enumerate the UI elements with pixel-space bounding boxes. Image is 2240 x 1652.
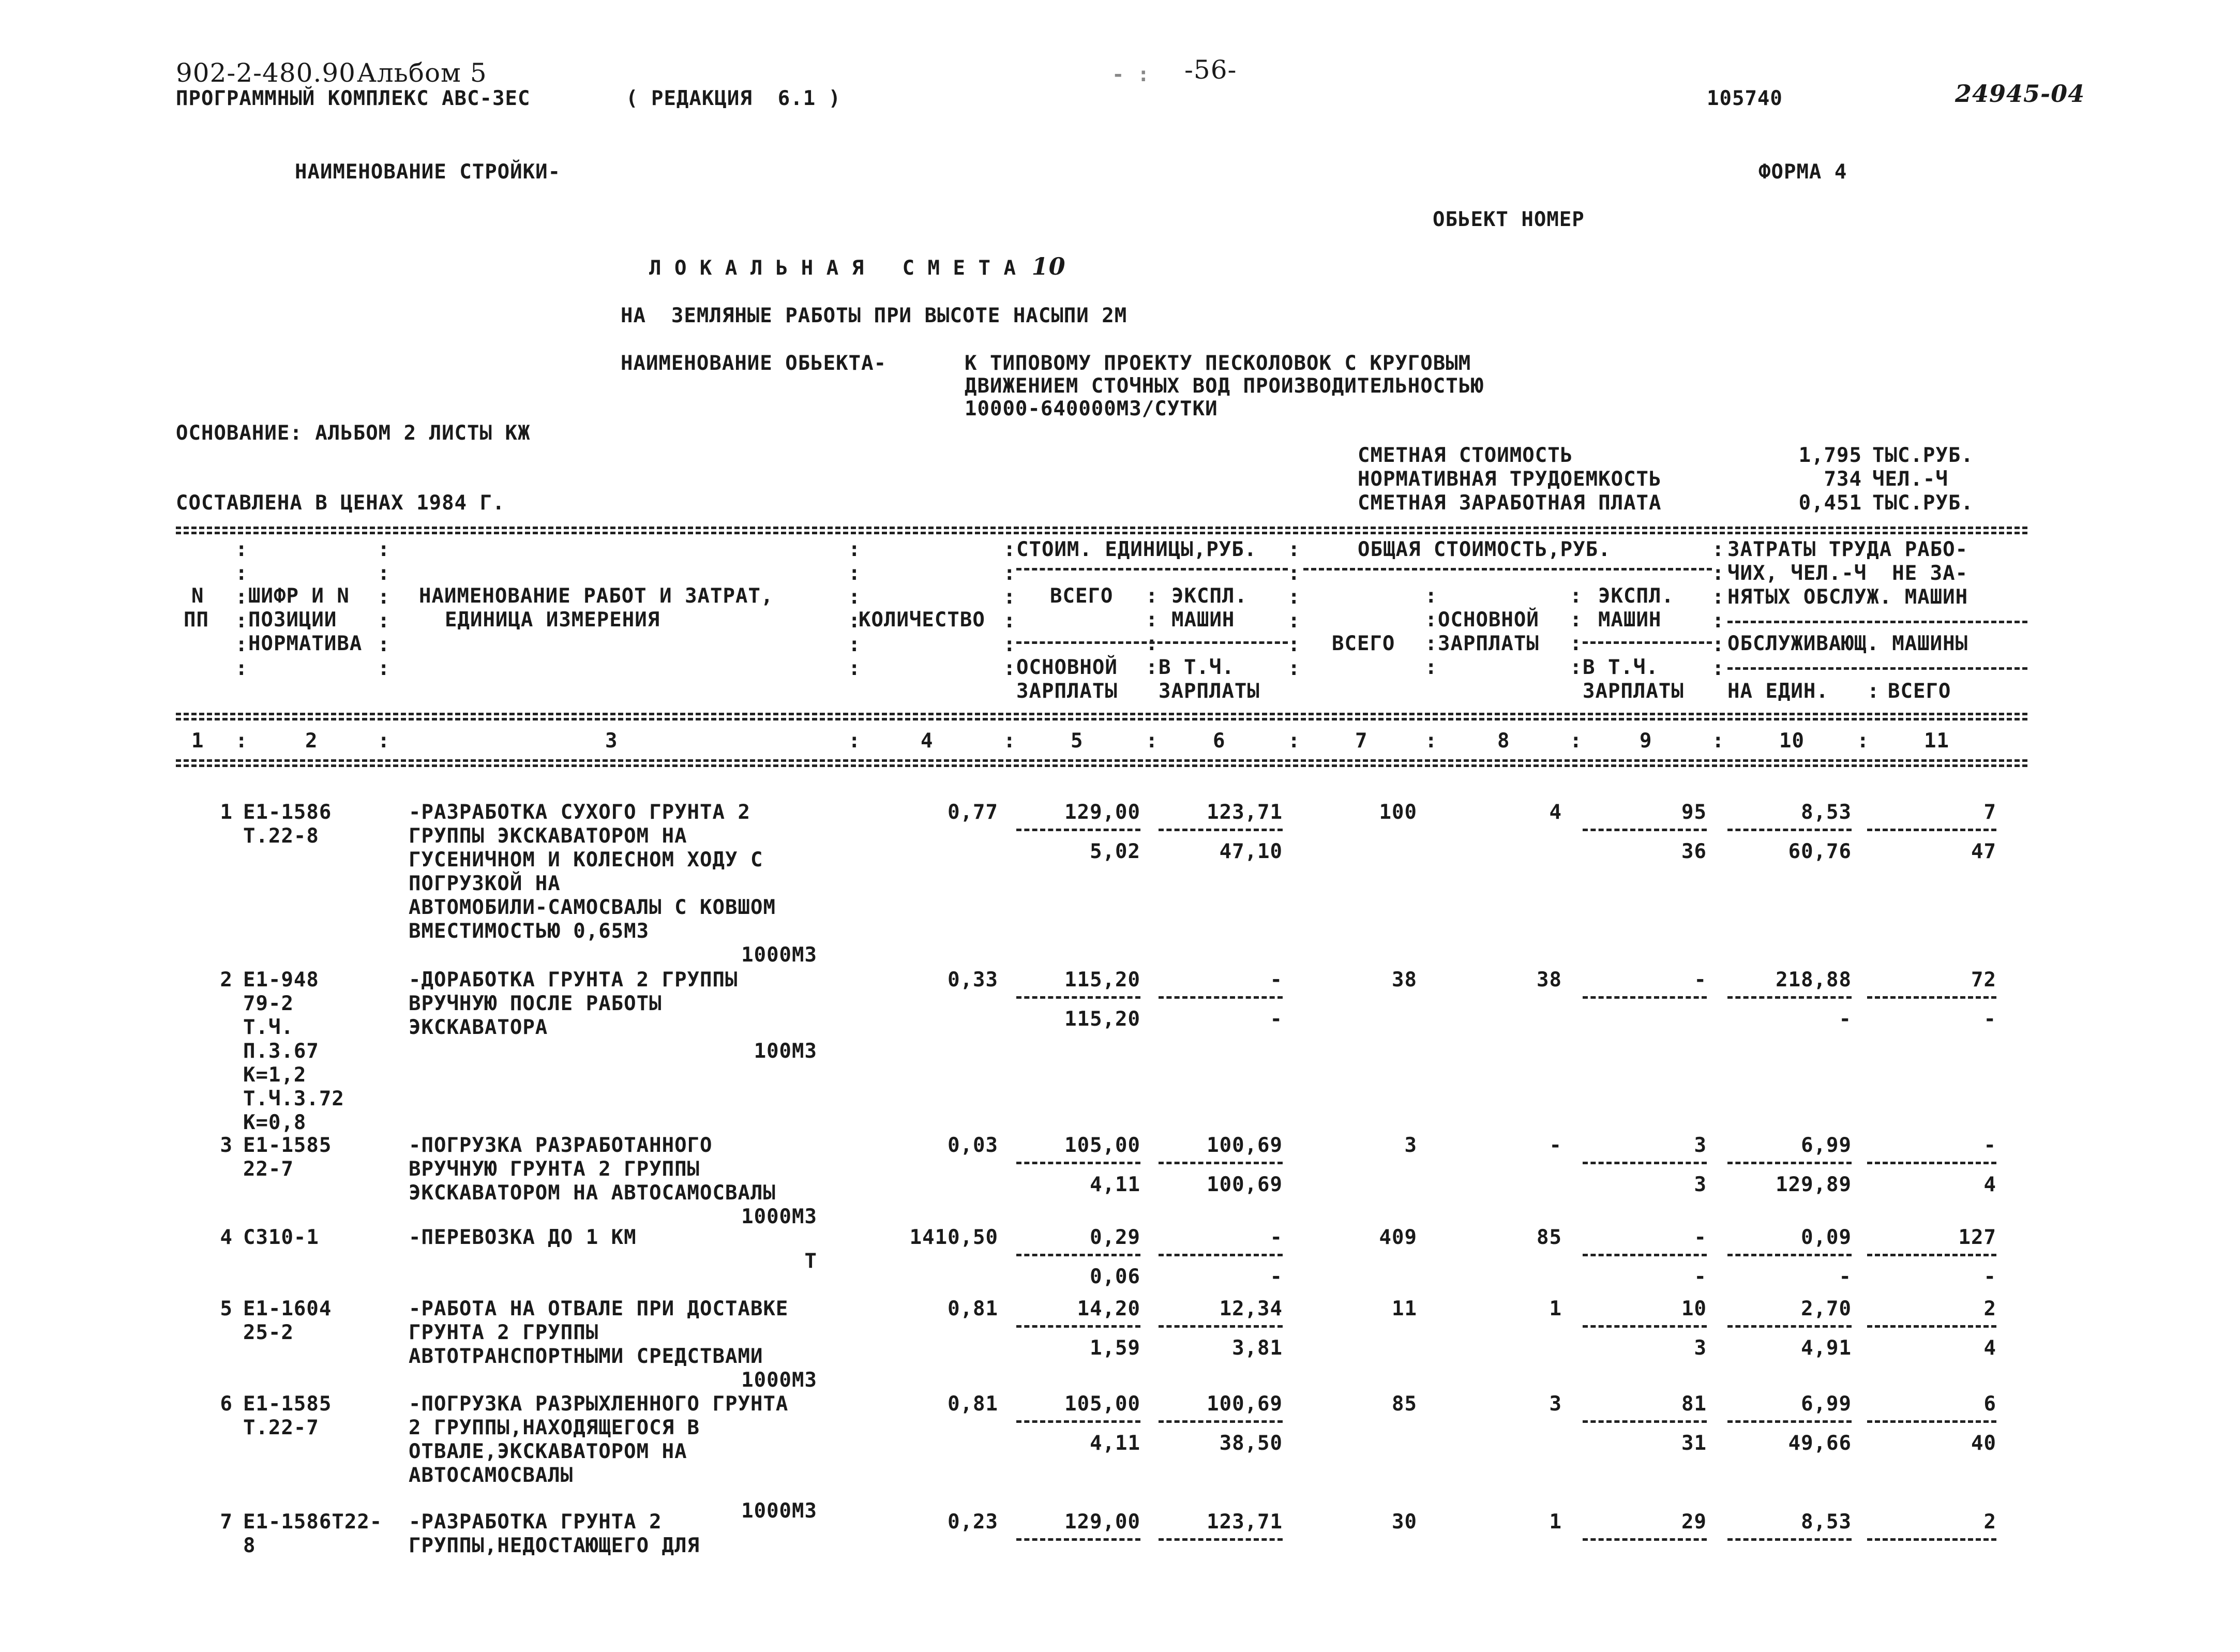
page-mark: - :	[1112, 63, 1150, 86]
row-unit: 100М3	[754, 1040, 817, 1063]
row-unit-cost-total: 14,20	[1077, 1297, 1140, 1320]
colnum-3: 3	[605, 729, 618, 753]
colnum-8: 8	[1497, 729, 1510, 753]
row-sub-rule	[1016, 1325, 1140, 1328]
row-total-base-wage: 1	[1549, 1510, 1562, 1534]
row-labor-total: 2	[1983, 1510, 1996, 1534]
row-sub-rule	[1159, 1420, 1283, 1423]
row-work-name: АВТОМОБИЛИ-САМОСВАЛЫ С КОВШОМ	[409, 896, 776, 919]
row-work-name: ВРУЧНУЮ ПОСЛЕ РАБОТЫ	[409, 992, 662, 1015]
row-code: С310-1	[243, 1226, 319, 1249]
row-sub-rule	[1867, 1254, 1996, 1256]
row-sub-rule	[1159, 829, 1283, 831]
row-number: 1	[220, 801, 233, 824]
sep-col-2: : : : : : :	[378, 538, 390, 680]
edition: ( РЕДАКЦИЯ 6.1 )	[626, 87, 841, 110]
row-unit-mach-wage: -	[1270, 1265, 1283, 1288]
sep-col-4: : : : : : :	[1003, 538, 1016, 680]
row-code: Т.Ч.3.72	[243, 1087, 344, 1110]
row-total-mach: -	[1694, 1226, 1707, 1249]
smeta-title-text: Л О К А Л Ь Н А Я С М Е Т А	[649, 257, 1016, 280]
row-labor-unit: 6,99	[1801, 1134, 1852, 1157]
hdr-qty: КОЛИЧЕСТВО	[859, 608, 985, 632]
row-sub-rule	[1867, 1162, 1996, 1164]
smeta-title	[649, 254, 1066, 280]
summary-unit-2: ЧЕЛ.-Ч	[1872, 468, 1948, 491]
row-number: 2	[220, 968, 233, 992]
row-code: П.3.67	[243, 1040, 319, 1063]
row-quantity: 0,03	[948, 1134, 998, 1157]
row-labor-unit: 8,53	[1801, 801, 1852, 824]
row-work-name: -ПОГРУЗКА РАЗРАБОТАННОГО	[409, 1134, 713, 1157]
hdr-unit-incl-2: ЗАРПЛАТЫ	[1159, 680, 1260, 703]
row-unit-base-wage: 0,06	[1090, 1265, 1140, 1288]
hdr-unit-base-2: ЗАРПЛАТЫ	[1016, 680, 1118, 703]
hdr-unit-rule-2	[1016, 641, 1288, 644]
row-total-base-wage: 85	[1537, 1226, 1562, 1249]
hdr-total-group: ОБЩАЯ СТОИМОСТЬ,РУБ.	[1358, 538, 1611, 561]
row-unit: 1000М3	[741, 943, 817, 967]
doc-code: 902-2-480.90	[176, 58, 356, 88]
row-sub-rule	[1016, 829, 1140, 831]
row-work-name: ОТВАЛЕ,ЭКСКАВАТОРОМ НА	[409, 1440, 687, 1463]
hdr-total-incl-2: ЗАРПЛАТЫ	[1583, 680, 1684, 703]
row-sub-rule	[1867, 1538, 1996, 1541]
hdr-unit-mach-1: ЭКСПЛ.	[1171, 584, 1247, 608]
row-code: К=0,8	[243, 1111, 307, 1134]
colnum-2: 2	[305, 729, 318, 753]
row-quantity: 0,33	[948, 968, 998, 992]
summary-unit-3: ТЫС.РУБ.	[1872, 491, 1974, 515]
row-labor-total: 72	[1971, 968, 1996, 992]
row-labor-mach-total: 47	[1971, 840, 1996, 863]
object-number-label: ОБЬЕКТ НОМЕР	[1433, 208, 1585, 231]
row-total-mach: 10	[1681, 1297, 1707, 1320]
row-quantity: 0,81	[948, 1297, 998, 1320]
table-top-rule-2	[176, 532, 2027, 534]
row-work-name: -РАЗРАБОТКА СУХОГО ГРУНТА 2	[409, 801, 750, 824]
colnum-sep: :	[1288, 729, 1301, 753]
sep-col-9: : : : : : :	[1712, 538, 1724, 680]
row-sub-rule	[1867, 1325, 1996, 1328]
row-labor-unit: 0,09	[1801, 1226, 1852, 1249]
summary-label-2: НОРМАТИВНАЯ ТРУДОЕМКОСТЬ	[1358, 468, 1662, 491]
row-unit-base-wage: 5,02	[1090, 840, 1140, 863]
row-work-name: -РАЗРАБОТКА ГРУНТА 2	[409, 1510, 662, 1534]
row-code: Е1-1585	[243, 1134, 332, 1157]
row-total-base-wage: 1	[1549, 1297, 1562, 1320]
hdr-unit-rule	[1016, 568, 1288, 570]
row-code: 8	[243, 1534, 256, 1557]
row-sub-rule	[1867, 1420, 1996, 1423]
header-bottom-rule-2	[176, 718, 2027, 720]
row-code: Е1-1586	[243, 801, 332, 824]
row-total-cost: 85	[1392, 1392, 1417, 1416]
hdr-shifr-2: ПОЗИЦИИ	[248, 608, 337, 632]
row-sub-rule	[1727, 1325, 1852, 1328]
row-number: 7	[220, 1510, 233, 1534]
hdr-total-base-1: ОСНОВНОЙ	[1438, 608, 1539, 632]
row-quantity: 0,77	[948, 801, 998, 824]
row-work-name: АВТОТРАНСПОРТНЫМИ СРЕДСТВАМИ	[409, 1345, 763, 1368]
row-labor-mach-unit: 129,89	[1776, 1173, 1852, 1196]
row-total-cost: 11	[1392, 1297, 1417, 1320]
row-sub-rule	[1727, 1420, 1852, 1423]
forma-label: ФОРМА 4	[1758, 160, 1847, 184]
row-sub-rule	[1727, 1254, 1852, 1256]
row-sub-rule	[1727, 1538, 1852, 1541]
row-labor-total: -	[1983, 1134, 1996, 1157]
hdr-labor-3: НЯТЫХ ОБСЛУЖ. МАШИН	[1727, 585, 1968, 609]
colnum-sep: :	[1425, 729, 1438, 753]
row-code: 25-2	[243, 1321, 294, 1344]
hdr-total-mach-rule	[1583, 641, 1712, 644]
object-label: НАИМЕНОВАНИЕ ОБЬЕКТА-	[621, 352, 887, 375]
row-sub-rule	[1159, 1325, 1283, 1328]
row-sub-rule	[1159, 1538, 1283, 1541]
row-labor-mach-total: 4	[1983, 1173, 1996, 1196]
row-work-name: ВМЕСТИМОСТЬЮ 0,65М3	[409, 920, 650, 943]
row-work-name: ГРУППЫ ЭКСКАВАТОРОМ НА	[409, 824, 687, 848]
row-work-name: -РАБОТА НА ОТВАЛЕ ПРИ ДОСТАВКЕ	[409, 1297, 789, 1320]
row-total-cost: 30	[1392, 1510, 1417, 1534]
hdr-total-base-2: ЗАРПЛАТЫ	[1438, 632, 1539, 655]
row-labor-total: 7	[1983, 801, 1996, 824]
row-unit-cost-mach: 12,34	[1219, 1297, 1283, 1320]
row-code: Е1-948	[243, 968, 319, 992]
hdr-unit-base-1: ОСНОВНОЙ	[1016, 656, 1118, 679]
colnum-11: 11	[1924, 729, 1949, 753]
row-number: 3	[220, 1134, 233, 1157]
hdr-labor-total: ВСЕГО	[1888, 680, 1951, 703]
hdr-n-2: ПП	[184, 608, 209, 632]
row-unit-mach-wage: 3,81	[1232, 1336, 1283, 1360]
row-total-cost: 38	[1392, 968, 1417, 992]
summary-label-1: СМЕТНАЯ СТОИМОСТЬ	[1358, 444, 1573, 467]
hdr-labor-2: ЧИХ, ЧЕЛ.-Ч НЕ ЗА-	[1727, 562, 1968, 585]
hdr-shifr-3: НОРМАТИВА	[248, 632, 363, 655]
row-sub-rule	[1727, 996, 1852, 999]
row-unit: Т	[804, 1250, 817, 1273]
row-labor-mach-total: 4	[1983, 1336, 1996, 1360]
sep-col-7: : : : :	[1425, 584, 1437, 679]
sep-col-1: : : : : : :	[235, 538, 248, 680]
colnum-sep: :	[1003, 729, 1016, 753]
colnum-1: 1	[191, 729, 204, 753]
row-total-mach: 29	[1681, 1510, 1707, 1534]
program-name: ПРОГРАММНЫЙ КОМПЛЕКС АВС-3ЕС	[176, 87, 531, 110]
row-unit-base-wage: 4,11	[1090, 1173, 1140, 1196]
row-total-base-wage: 38	[1537, 968, 1562, 992]
row-unit: 1000М3	[741, 1499, 817, 1523]
hdr-unit-total: ВСЕГО	[1050, 584, 1114, 608]
row-number: 4	[220, 1226, 233, 1249]
row-unit-base-wage: 4,11	[1090, 1432, 1140, 1455]
row-sub-rule	[1159, 1162, 1283, 1164]
row-labor-total: 6	[1983, 1392, 1996, 1416]
colnum-10: 10	[1779, 729, 1805, 753]
row-work-name: ГРУППЫ,НЕДОСТАЮЩЕГО ДЛЯ	[409, 1534, 700, 1557]
code-right: 24945-04	[1955, 80, 2085, 108]
row-unit-base-wage: 1,59	[1090, 1336, 1140, 1360]
row-quantity: 1410,50	[909, 1226, 998, 1249]
row-total-mach: 95	[1681, 801, 1707, 824]
row-total-mach-wage: 3	[1694, 1173, 1707, 1196]
object-line-3: 10000-640000М3/СУТКИ	[965, 397, 1218, 420]
row-work-name: -ПЕРЕВОЗКА ДО 1 КМ	[409, 1226, 637, 1249]
row-sub-rule	[1159, 996, 1283, 999]
row-number: 5	[220, 1297, 233, 1320]
row-sub-rule	[1583, 1538, 1707, 1541]
colnum-sep: :	[1146, 729, 1159, 753]
row-sub-rule	[1016, 1162, 1140, 1164]
summary-value-2: 734	[1824, 468, 1862, 491]
numbers-bottom-rule-2	[176, 764, 2027, 767]
row-unit-cost-total: 129,00	[1064, 801, 1140, 824]
works-title: НА ЗЕМЛЯНЫЕ РАБОТЫ ПРИ ВЫСОТЕ НАСЫПИ 2М	[621, 304, 1127, 327]
row-unit-mach-wage: 47,10	[1219, 840, 1283, 863]
hdr-labor-sub: ОБСЛУЖИВАЮЩ. МАШИНЫ	[1727, 632, 1968, 655]
row-code: К=1,2	[243, 1063, 307, 1087]
colnum-sep: :	[1712, 729, 1725, 753]
hdr-total-all: ВСЕГО	[1332, 632, 1395, 655]
colnum-sep: :	[1857, 729, 1870, 753]
row-labor-total: 2	[1983, 1297, 1996, 1320]
hdr-shifr-1: ШИФР И N	[248, 584, 350, 608]
row-code: Т.22-8	[243, 824, 319, 848]
summary-unit-1: ТЫС.РУБ.	[1872, 444, 1974, 467]
hdr-total-mach-2: МАШИН	[1598, 608, 1662, 632]
row-work-name: АВТОСАМОСВАЛЫ	[409, 1464, 574, 1487]
row-unit: 1000М3	[741, 1205, 817, 1228]
hdr-n-1: N	[191, 584, 204, 608]
row-work-name: 2 ГРУППЫ,НАХОДЯЩЕГОСЯ В	[409, 1416, 700, 1439]
hdr-total-mach-1: ЭКСПЛ.	[1598, 584, 1674, 608]
row-unit-cost-mach: 123,71	[1207, 801, 1283, 824]
row-sub-rule	[1583, 1254, 1707, 1256]
row-total-mach-wage: 3	[1694, 1336, 1707, 1360]
row-labor-total: 127	[1958, 1226, 1996, 1249]
row-work-name: ГУСЕНИЧНОМ И КОЛЕСНОМ ХОДУ С	[409, 848, 763, 872]
hdr-total-incl-1: В Т.Ч.	[1583, 656, 1659, 679]
summary-label-3: СМЕТНАЯ ЗАРАБОТНАЯ ПЛАТА	[1358, 491, 1662, 515]
colnum-6: 6	[1213, 729, 1226, 753]
row-labor-mach-unit: 49,66	[1788, 1432, 1852, 1455]
hdr-name-1: НАИМЕНОВАНИЕ РАБОТ И ЗАТРАТ,	[419, 584, 774, 608]
row-unit-cost-total: 105,00	[1064, 1134, 1140, 1157]
hdr-labor-rule	[1727, 621, 2027, 623]
row-labor-unit: 2,70	[1801, 1297, 1852, 1320]
row-sub-rule	[1016, 996, 1140, 999]
summary-value-1: 1,795	[1798, 444, 1862, 467]
row-labor-unit: 6,99	[1801, 1392, 1852, 1416]
colnum-sep: :	[378, 729, 390, 753]
row-sub-rule	[1583, 1162, 1707, 1164]
row-code: 79-2	[243, 992, 294, 1015]
row-unit-cost-mach: 100,69	[1207, 1134, 1283, 1157]
summary-value-3: 0,451	[1798, 491, 1862, 515]
colnum-sep: :	[848, 729, 861, 753]
header-bottom-rule	[176, 713, 2027, 715]
row-total-base-wage: 4	[1549, 801, 1562, 824]
sep-col-5: : : : :	[1146, 584, 1158, 679]
table-top-rule	[176, 527, 2027, 529]
hdr-unit-group: СТОИМ. ЕДИНИЦЫ,РУБ.	[1016, 538, 1257, 561]
row-labor-mach-unit: -	[1839, 1265, 1852, 1288]
row-sub-rule	[1583, 996, 1707, 999]
row-total-mach: -	[1694, 968, 1707, 992]
row-unit-mach-wage: 38,50	[1219, 1432, 1283, 1455]
osnovanie: ОСНОВАНИЕ: АЛЬБОМ 2 ЛИСТЫ КЖ	[176, 422, 531, 445]
sostavlena: СОСТАВЛЕНА В ЦЕНАХ 1984 Г.	[176, 491, 505, 515]
row-total-mach-wage: 31	[1681, 1432, 1707, 1455]
row-unit-cost-total: 0,29	[1090, 1226, 1140, 1249]
colnum-7: 7	[1355, 729, 1368, 753]
row-unit-cost-mach: -	[1270, 968, 1283, 992]
hdr-unit-mach-2: МАШИН	[1171, 608, 1235, 632]
hdr-total-rule	[1303, 568, 1712, 570]
row-code: Е1-1585	[243, 1392, 332, 1416]
row-sub-rule	[1867, 996, 1996, 999]
row-unit-cost-total: 129,00	[1064, 1510, 1140, 1534]
row-work-name: -ПОГРУЗКА РАЗРЫХЛЕННОГО ГРУНТА	[409, 1392, 789, 1416]
row-total-mach: 3	[1694, 1134, 1707, 1157]
hdr-labor-1: ЗАТРАТЫ ТРУДА РАБО-	[1727, 538, 1968, 561]
row-total-mach-wage: -	[1694, 1265, 1707, 1288]
row-unit-cost-total: 115,20	[1064, 968, 1140, 992]
row-quantity: 0,81	[948, 1392, 998, 1416]
row-labor-mach-total: -	[1983, 1265, 1996, 1288]
smeta-number: 10	[1031, 252, 1066, 280]
row-sub-rule	[1016, 1254, 1140, 1256]
hdr-labor-rule-2	[1727, 667, 2027, 670]
row-code: 22-7	[243, 1158, 294, 1181]
sep-col-3: : : : : : :	[848, 538, 861, 680]
hdr-name-2: ЕДИНИЦА ИЗМЕРЕНИЯ	[445, 608, 660, 632]
row-sub-rule	[1727, 1162, 1852, 1164]
row-unit-base-wage: 115,20	[1064, 1008, 1140, 1031]
row-total-base-wage: -	[1549, 1134, 1562, 1157]
object-line-2: ДВИЖЕНИЕМ СТОЧНЫХ ВОД ПРОИЗВОДИТЕЛЬНОСТЬЮ	[965, 374, 1484, 398]
row-unit-cost-mach: 100,69	[1207, 1392, 1283, 1416]
row-sub-rule	[1583, 829, 1707, 831]
colnum-sep: :	[235, 729, 248, 753]
row-work-name: -ДОРАБОТКА ГРУНТА 2 ГРУППЫ	[409, 968, 738, 992]
row-labor-mach-total: -	[1983, 1008, 1996, 1031]
row-labor-unit: 8,53	[1801, 1510, 1852, 1534]
sep-col-8: : : : :	[1570, 584, 1582, 679]
colnum-9: 9	[1640, 729, 1652, 753]
stroyka-label: НАИМЕНОВАНИЕ СТРОЙКИ-	[295, 160, 561, 184]
row-code: Т.22-7	[243, 1416, 319, 1439]
row-labor-unit: 218,88	[1776, 968, 1852, 992]
row-sub-rule	[1583, 1325, 1707, 1328]
row-code: Т.Ч.	[243, 1016, 294, 1039]
code-center: 105740	[1707, 87, 1783, 110]
row-number: 6	[220, 1392, 233, 1416]
row-total-cost: 3	[1404, 1134, 1417, 1157]
row-unit-cost-total: 105,00	[1064, 1392, 1140, 1416]
object-line-1: К ТИПОВОМУ ПРОЕКТУ ПЕСКОЛОВОК С КРУГОВЫМ	[965, 352, 1471, 375]
row-total-mach: 81	[1681, 1392, 1707, 1416]
hdr-labor-sep: :	[1867, 680, 1880, 703]
row-total-cost: 409	[1379, 1226, 1417, 1249]
album-label: Альбом 5	[357, 58, 487, 88]
row-work-name: ЭКСКАВАТОРА	[409, 1016, 548, 1039]
row-total-cost: 100	[1379, 801, 1417, 824]
row-sub-rule	[1016, 1538, 1140, 1541]
row-unit-mach-wage: 100,69	[1207, 1173, 1283, 1196]
sep-col-6: : : : : : :	[1288, 538, 1300, 680]
colnum-4: 4	[921, 729, 934, 753]
row-work-name: ГРУНТА 2 ГРУППЫ	[409, 1321, 599, 1344]
numbers-bottom-rule	[176, 759, 2027, 762]
row-labor-mach-unit: 4,91	[1801, 1336, 1852, 1360]
row-unit-cost-mach: -	[1270, 1226, 1283, 1249]
colnum-sep: :	[1570, 729, 1583, 753]
row-labor-mach-total: 40	[1971, 1432, 1996, 1455]
row-unit: 1000М3	[741, 1369, 817, 1392]
colnum-5: 5	[1071, 729, 1084, 753]
page-number: -56-	[1184, 55, 1237, 85]
row-sub-rule	[1727, 829, 1852, 831]
row-sub-rule	[1583, 1420, 1707, 1423]
row-code: Е1-1586Т22-	[243, 1510, 383, 1534]
row-labor-mach-unit: 60,76	[1788, 840, 1852, 863]
row-quantity: 0,23	[948, 1510, 998, 1534]
row-total-mach-wage: 36	[1681, 840, 1707, 863]
row-work-name: ЭКСКАВАТОРОМ НА АВТОСАМОСВАЛЫ	[409, 1181, 776, 1205]
row-sub-rule	[1016, 1420, 1140, 1423]
row-code: Е1-1604	[243, 1297, 332, 1320]
row-work-name: ВРУЧНУЮ ГРУНТА 2 ГРУППЫ	[409, 1158, 700, 1181]
row-sub-rule	[1867, 829, 1996, 831]
row-unit-cost-mach: 123,71	[1207, 1510, 1283, 1534]
row-unit-mach-wage: -	[1270, 1008, 1283, 1031]
row-labor-mach-unit: -	[1839, 1008, 1852, 1031]
row-total-base-wage: 3	[1549, 1392, 1562, 1416]
row-work-name: ПОГРУЗКОЙ НА	[409, 872, 561, 895]
hdr-unit-incl-1: В Т.Ч.	[1159, 656, 1235, 679]
hdr-labor-unit: НА ЕДИН.	[1727, 680, 1829, 703]
row-sub-rule	[1159, 1254, 1283, 1256]
